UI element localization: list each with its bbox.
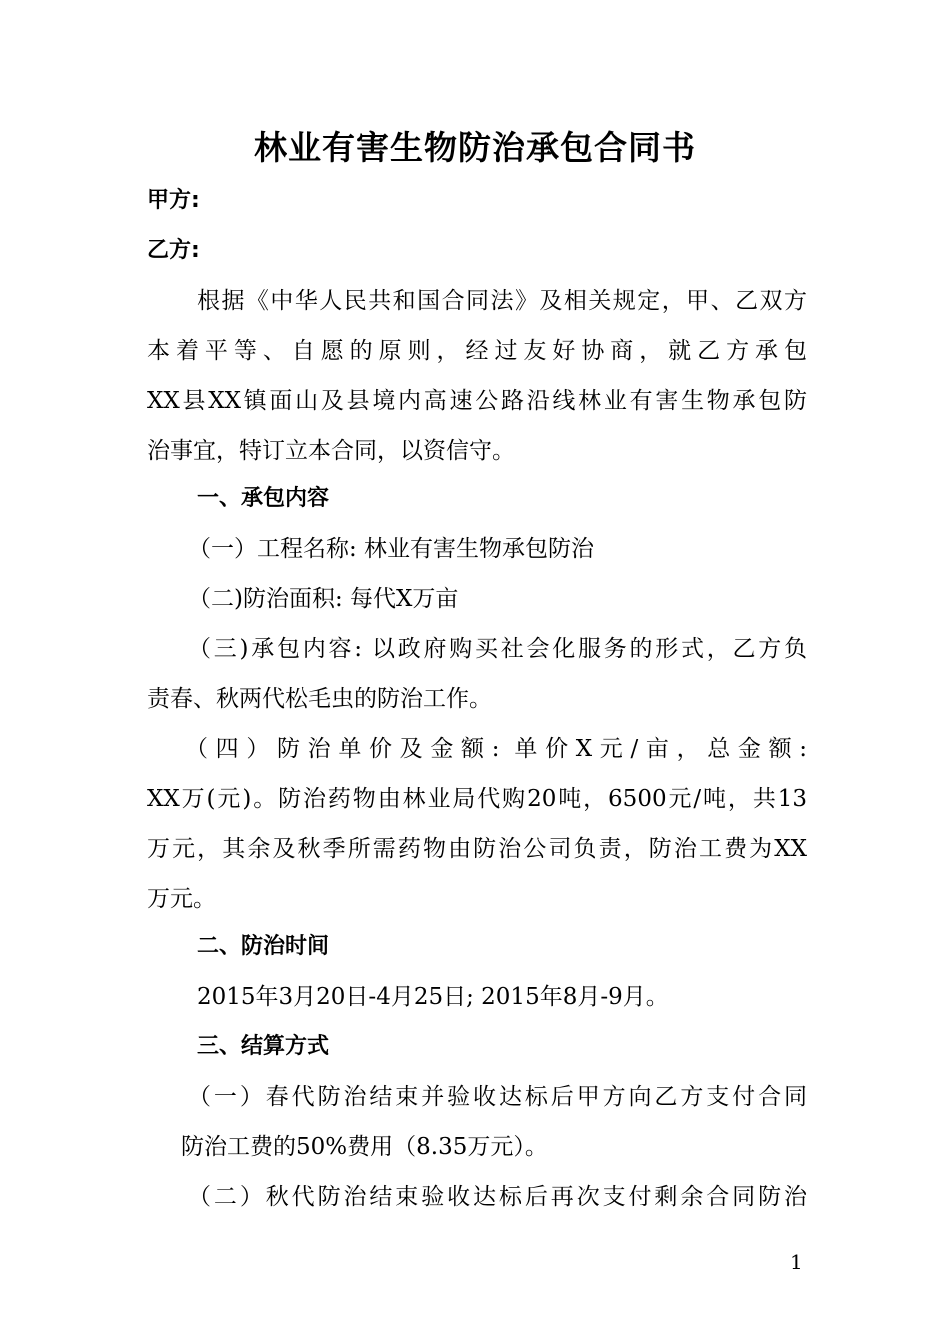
section-1-item-4-line-4: 万元。: [147, 886, 216, 912]
section-2-heading: 二、防治时间: [197, 934, 330, 959]
section-1-item-4-line-3: 万元，其余及秋季所需药物由防治公司负责，防治工费为XX: [147, 836, 807, 862]
intro-line-3: XX县XX镇面山及县境内高速公路沿线林业有害生物承包防: [147, 388, 807, 414]
section-1-item-4-line-2: XX万(元)。防治药物由林业局代购20吨，6500元/吨，共13: [147, 786, 807, 812]
section-1-item-2: （二)防治面积: 每代X万亩: [188, 586, 459, 612]
section-3-item-1-line-2: 防治工费的50%费用（8.35万元）。: [181, 1134, 548, 1160]
section-3-heading: 三、结算方式: [197, 1034, 330, 1059]
section-1-item-3-line-1: （三)承包内容: 以政府购买社会化服务的形式，乙方负: [188, 636, 807, 662]
section-1-item-3-line-2: 责春、秋两代松毛虫的防治工作。: [147, 686, 492, 712]
page-number: 1: [790, 1250, 803, 1274]
party-a-label: 甲方:: [147, 188, 200, 213]
section-1-heading: 一、承包内容: [197, 486, 330, 511]
document-title: 林业有害生物防治承包合同书: [254, 128, 696, 167]
section-1-item-1: （一）工程名称: 林业有害生物承包防治: [188, 536, 595, 562]
section-3-item-1-line-1: （一）春代防治结束并验收达标后甲方向乙方支付合同: [188, 1084, 807, 1110]
intro-line-1: 根据《中华人民共和国合同法》及相关规定，甲、乙双方: [197, 288, 807, 314]
section-1-item-4-line-1: （四）防治单价及金额: 单价X元/亩，总金额:: [185, 736, 807, 762]
section-2-text: 2015年3月20日-4月25日; 2015年8月-9月。: [197, 984, 669, 1010]
intro-line-4: 治事宜，特订立本合同，以资信守。: [147, 438, 515, 464]
party-b-label: 乙方:: [147, 238, 200, 263]
intro-line-2: 本着平等、自愿的原则，经过友好协商，就乙方承包: [147, 338, 807, 364]
section-3-item-2-line-1: （二）秋代防治结束验收达标后再次支付剩余合同防治: [188, 1184, 807, 1210]
